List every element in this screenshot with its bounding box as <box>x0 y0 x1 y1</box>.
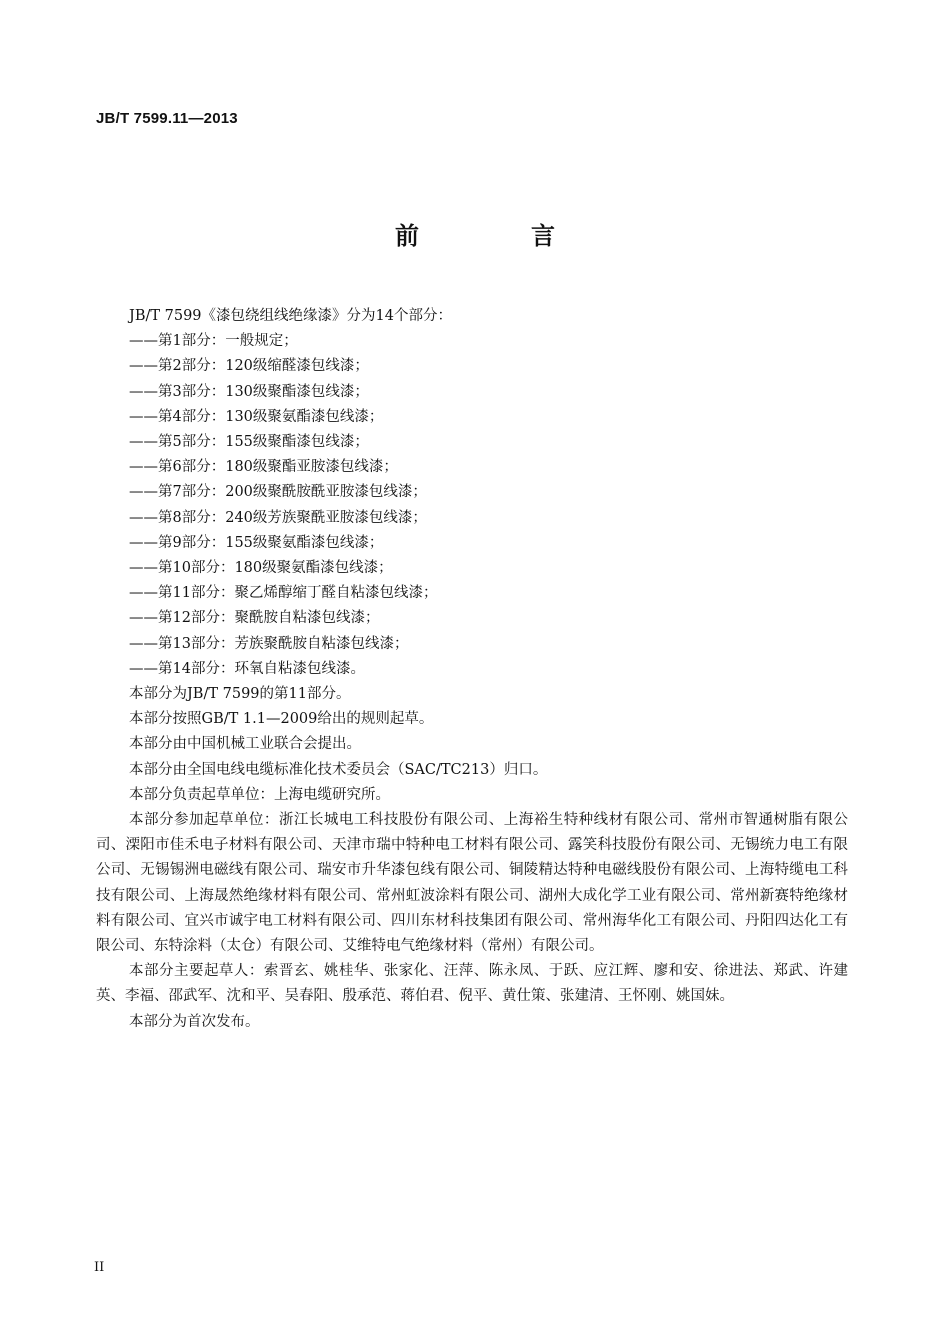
part-item: ——第3部分：130级聚酯漆包线漆； <box>129 383 369 400</box>
participating-units-statement: 本部分参加起草单位：浙江长城电工科技股份有限公司、上海裕生特种线材有限公司、常州市智通树脂有限公司、溧阳市佳禾电子材料有限公司、天津市瑞中特种电工材料有限公司、露笑科技股份有限公司、无锡统力电工有限公司、无锡锡洲电磁线有限公司、瑞安市升华漆包线有限公司、铜陵精达特种电磁线股份有限公司、上海特缆电工科技有限公司、上海晟然绝缘材料有限公司、常州虹波涂料有限公司、湖州大成化学工业有限公司、常州新赛特绝缘材料有限公司、宜兴市诚宇电工材料有限公司、四川东材科技集团有限公司、常州海华化工有限公司、丹阳四达化工有限公司、东特涂料（太仓）有限公司、艾维特电气绝缘材料（常州）有限公司。 <box>96 812 848 955</box>
part-item: ——第5部分：155级聚酯漆包线漆； <box>129 434 369 451</box>
part-item: ——第12部分：聚酰胺自粘漆包线漆； <box>129 610 380 627</box>
part-item: ——第4部分：130级聚氨酯漆包线漆； <box>129 408 384 425</box>
part-item: ——第13部分：芳族聚酰胺自粘漆包线漆； <box>129 635 409 652</box>
page-number: II <box>94 1260 105 1275</box>
part-item: ——第2部分：120级缩醛漆包线漆； <box>129 358 369 375</box>
part-item: ——第10部分：180级聚氨酯漆包线漆； <box>129 560 393 577</box>
part-item: ——第8部分：240级芳族聚酰亚胺漆包线漆； <box>129 509 427 526</box>
lead-drafter-statement: 本部分负责起草单位：上海电缆研究所。 <box>129 786 390 803</box>
part-number-statement: 本部分为JB/T 7599的第11部分。 <box>129 686 351 703</box>
part-item: ——第9部分：155级聚氨酯漆包线漆； <box>129 534 384 551</box>
part-item: ——第6部分：180级聚酯亚胺漆包线漆； <box>129 459 398 476</box>
committee-statement: 本部分由全国电线电缆标准化技术委员会（SAC/TC213）归口。 <box>129 761 548 778</box>
part-item: ——第14部分：环氧自粘漆包线漆。 <box>129 660 365 677</box>
drafting-rules-statement: 本部分按照GB/T 1.1—2009给出的规则起草。 <box>129 711 434 728</box>
foreword-body <box>96 304 848 1035</box>
intro-paragraph: JB/T 7599《漆包绕组线绝缘漆》分为14个部分： <box>129 308 452 324</box>
page-title: 前 言 <box>395 222 599 250</box>
part-item: ——第1部分：一般规定； <box>129 333 298 350</box>
part-item: ——第7部分：200级聚酰胺酰亚胺漆包线漆； <box>129 484 427 501</box>
part-item: ——第11部分：聚乙烯醇缩丁醛自粘漆包线漆； <box>129 585 438 602</box>
first-release-statement: 本部分为首次发布。 <box>129 1013 260 1030</box>
main-drafters-statement: 本部分主要起草人：索晋玄、姚桂华、张家化、汪萍、陈永凤、于跃、应江辉、廖和安、徐进法、郑武、许建英、李福、邵武军、沈和平、吴春阳、殷承范、蒋伯君、倪平、黄仕策、张建清、王怀刚、姚国妹。 <box>96 963 848 1005</box>
document-code: JB/T 7599.11—2013 <box>96 110 238 127</box>
proposer-statement: 本部分由中国机械工业联合会提出。 <box>129 736 361 753</box>
